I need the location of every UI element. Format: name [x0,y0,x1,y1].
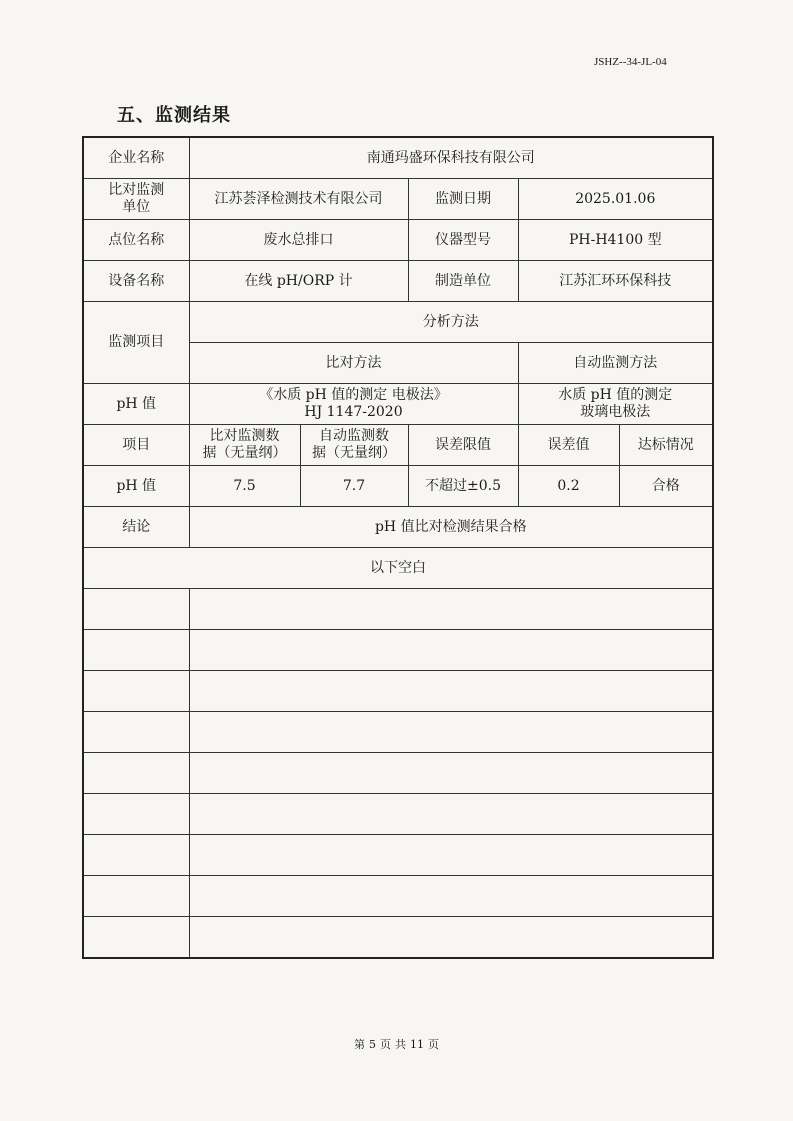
table-row [83,835,713,876]
table-row [83,179,713,220]
result-status: 合格 [619,466,713,507]
compare-method-line1: 《水质 pH 值的测定 电极法》 [259,387,448,403]
table-row [83,466,713,507]
empty-cell [189,753,713,794]
empty-cell [189,835,713,876]
table-row [83,507,713,548]
page-footer [0,1036,793,1052]
empty-cell [189,917,713,959]
empty-cell [189,794,713,835]
table-row [83,137,713,179]
footer-page: 5 [369,1038,376,1051]
col-compare-data [189,425,300,466]
col-error: 误差值 [518,425,619,466]
col-compare-data-line1: 比对监测数 [209,428,280,444]
result-auto: 7.7 [300,466,408,507]
col-limit: 误差限值 [408,425,518,466]
auto-method-header: 自动监测方法 [518,343,713,384]
date-value: 2025.01.06 [518,179,713,220]
footer-suffix: 页 [428,1038,439,1051]
col-compare-data-line2: 据（无量纲） [202,445,287,461]
empty-cell [83,753,189,794]
table-row [83,876,713,917]
company-value: 南通玛盛环保科技有限公司 [189,137,713,179]
table-row [83,589,713,630]
table-row [83,671,713,712]
compare-unit-value: 江苏荟泽检测技术有限公司 [189,179,408,220]
compare-method-header: 比对方法 [189,343,518,384]
compare-method-value [189,384,518,425]
table-row [83,712,713,753]
table-row [83,261,713,302]
empty-cell [189,630,713,671]
table-row [83,425,713,466]
method-header: 分析方法 [189,302,713,343]
device-value: 在线 pH/ORP 计 [189,261,408,302]
empty-cell [83,917,189,959]
col-auto-data [300,425,408,466]
conclusion-label: 结论 [83,507,189,548]
empty-cell [83,712,189,753]
section-title: 五、监测结果 [117,105,231,126]
compare-unit-label: 比对监测单位 [83,179,189,220]
empty-cell [83,876,189,917]
empty-cell [83,794,189,835]
monitoring-results-table [82,136,714,959]
table-row [83,548,713,589]
ph-label: pH 值 [83,384,189,425]
maker-value: 江苏汇环环保科技 [518,261,713,302]
empty-cell [83,630,189,671]
model-label: 仪器型号 [408,220,518,261]
empty-cell [189,876,713,917]
conclusion-value: pH 值比对检测结果合格 [189,507,713,548]
empty-cell [83,589,189,630]
col-status: 达标情况 [619,425,713,466]
auto-method-line1: 水质 pH 值的测定 [558,387,673,403]
point-value: 废水总排口 [189,220,408,261]
table-row [83,384,713,425]
empty-cell [189,712,713,753]
empty-cell [83,835,189,876]
table-row [83,753,713,794]
result-compare: 7.5 [189,466,300,507]
auto-method-value [518,384,713,425]
footer-mid2: 共 [395,1038,406,1051]
company-label: 企业名称 [83,137,189,179]
document-code: JSHZ--34-JL-04 [594,56,667,68]
table-row [83,630,713,671]
table-row [83,302,713,343]
result-item: pH 值 [83,466,189,507]
device-label: 设备名称 [83,261,189,302]
footer-prefix: 第 [354,1038,365,1051]
blank-note: 以下空白 [83,548,713,589]
table-row [83,917,713,959]
table-row [83,220,713,261]
item-label: 监测项目 [83,302,189,384]
empty-cell [189,671,713,712]
footer-mid1: 页 [380,1038,391,1051]
col-auto-data-line1: 自动监测数 [319,428,389,444]
empty-cell [189,589,713,630]
result-error: 0.2 [518,466,619,507]
empty-cell [83,671,189,712]
date-label: 监测日期 [408,179,518,220]
compare-method-line2: HJ 1147-2020 [304,404,403,420]
model-value: PH-H4100 型 [518,220,713,261]
col-item: 项目 [83,425,189,466]
maker-label: 制造单位 [408,261,518,302]
result-limit: 不超过±0.5 [408,466,518,507]
table-row [83,794,713,835]
col-auto-data-line2: 据（无量纲） [312,445,396,461]
point-label: 点位名称 [83,220,189,261]
auto-method-line2: 玻璃电极法 [580,404,651,420]
footer-total: 11 [410,1038,424,1051]
